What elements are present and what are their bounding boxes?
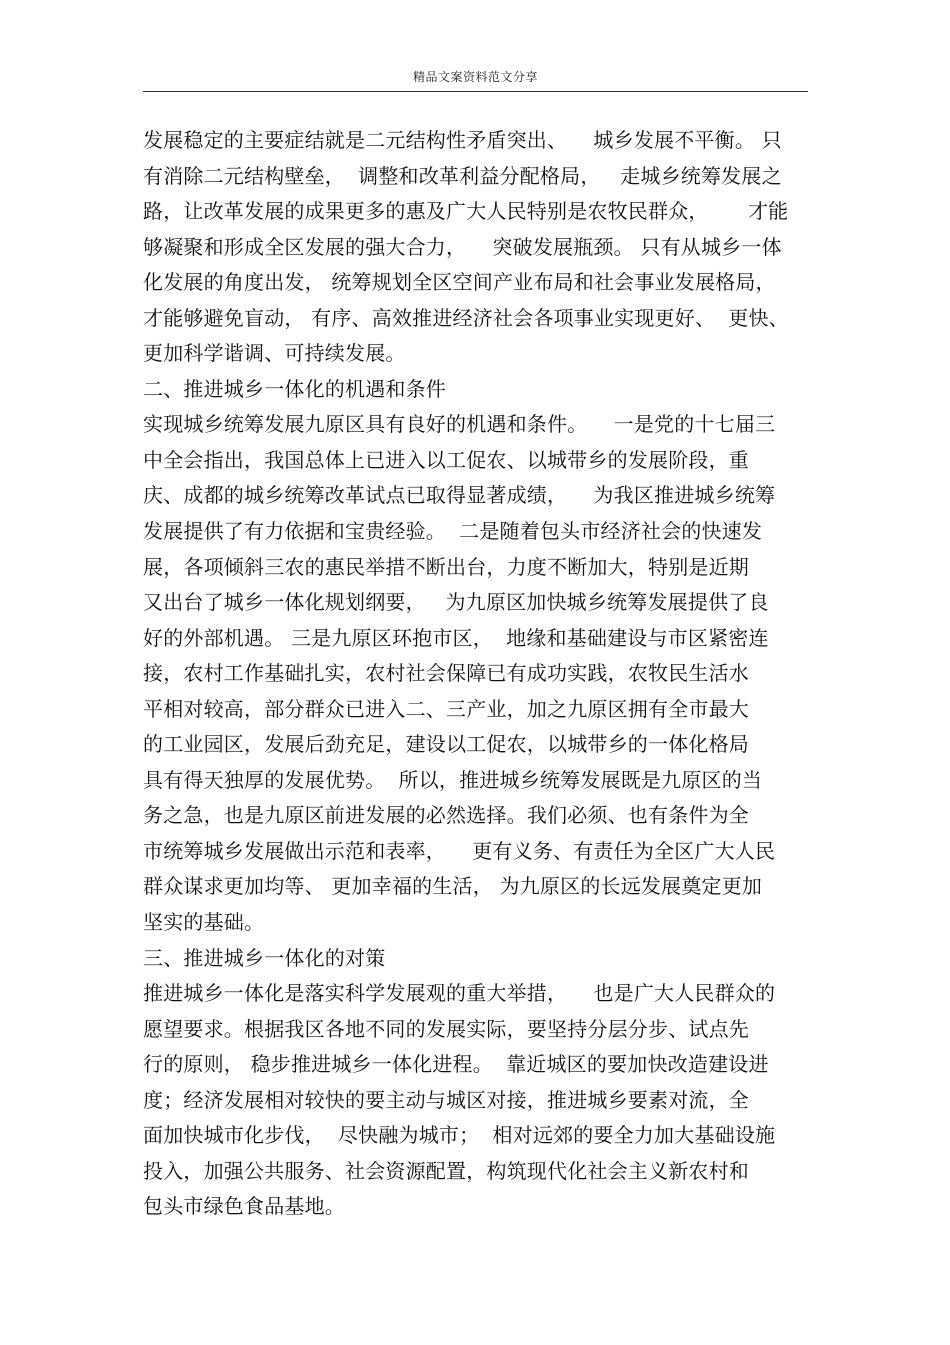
- text-line: 更加科学谐调、可持续发展。: [143, 341, 406, 366]
- document-body: [143, 123, 808, 1225]
- text-line: 市统筹城乡发展做出示范和表率， 更有义务、有责任为全区广大人民: [143, 838, 776, 863]
- section-heading: 二、推进城乡一体化的机遇和条件: [143, 376, 446, 401]
- text-line: 愿望要求。根据我区各地不同的发展实际，要坚持分层分步、试点先: [143, 1016, 749, 1041]
- text-line: 推进城乡一体化是落实科学发展观的重大举措， 也是广大人民群众的: [143, 981, 776, 1006]
- text-line: 发展提供了有力依据和宝贵经验。 二是随着包头市经济社会的快速发: [143, 519, 763, 544]
- text-line: 的工业园区，发展后劲充足，建设以工促农，以城带乡的一体化格局: [143, 732, 749, 757]
- text-line: 具有得天独厚的发展优势。 所以，推进城乡统筹发展既是九原区的当: [143, 767, 763, 792]
- text-line: 实现城乡统筹发展九原区具有良好的机遇和条件。 一是党的十七届三: [143, 412, 776, 437]
- text-line: 行的原则， 稳步推进城乡一体化进程。 靠近城区的要加快改造建设进: [143, 1052, 769, 1077]
- text-line: 好的外部机遇。 三是九原区环抱市区， 地缘和基础建设与市区紧密连: [143, 625, 769, 650]
- text-line: 又出台了城乡一体化规划纲要， 为九原区加快城乡统筹发展提供了良: [143, 590, 769, 615]
- text-line: 庆、成都的城乡统筹改革试点已取得显著成绩， 为我区推进城乡统筹: [143, 483, 776, 508]
- text-line: 发展稳定的主要症结就是二元结构性矛盾突出、 城乡发展不平衡。 只: [143, 128, 782, 152]
- text-line: 才能够避免盲动， 有序、高效推进经济社会各项事业实现更好、 更快、: [143, 305, 789, 330]
- text-line: 中全会指出，我国总体上已进入以工促农、以城带乡的发展阶段，重: [143, 447, 749, 472]
- text-line: 坚实的基础。: [143, 910, 265, 935]
- text-line: 平相对较高，部分群众已进入二、三产业，加之九原区拥有全市最大: [143, 696, 749, 721]
- header-title: 精品文案资料范文分享: [412, 70, 538, 84]
- text-line: 群众谋求更加均等、 更加幸福的生活， 为九原区的长远发展奠定更加: [143, 874, 763, 899]
- page-header: [143, 64, 808, 92]
- text-line: 路，让改革发展的成果更多的惠及广大人民特别是农牧民群众， 才能: [143, 199, 789, 224]
- text-line: 展，各项倾斜三农的惠民举措不断出台，力度不断加大，特别是近期: [143, 554, 749, 579]
- text-line: 够凝聚和形成全区发展的强大合力， 突破发展瓶颈。 只有从城乡一体: [143, 234, 782, 259]
- section-heading: 三、推进城乡一体化的对策: [143, 945, 386, 970]
- text-line: 接，农村工作基础扎实，农村社会保障已有成功实践，农牧民生活水: [143, 661, 749, 686]
- text-line: 化发展的角度出发， 统筹规划全区空间产业布局和社会事业发展格局，: [143, 270, 776, 295]
- text-line: 度；经济发展相对较快的要主动与城区对接，推进城乡要素对流，全: [143, 1087, 749, 1112]
- text-line: 面加快城市化步伐， 尽快融为城市； 相对远郊的要全力加大基础设施: [143, 1123, 776, 1148]
- text-line: 有消除二元结构壁垒， 调整和改革利益分配格局， 走城乡统筹发展之: [143, 163, 782, 188]
- text-line: 务之急，也是九原区前进发展的必然选择。我们必须、也有条件为全: [143, 803, 749, 828]
- text-line: 投入，加强公共服务、社会资源配置，构筑现代化社会主义新农村和: [143, 1158, 749, 1183]
- text-line: 包头市绿色食品基地。: [143, 1194, 345, 1219]
